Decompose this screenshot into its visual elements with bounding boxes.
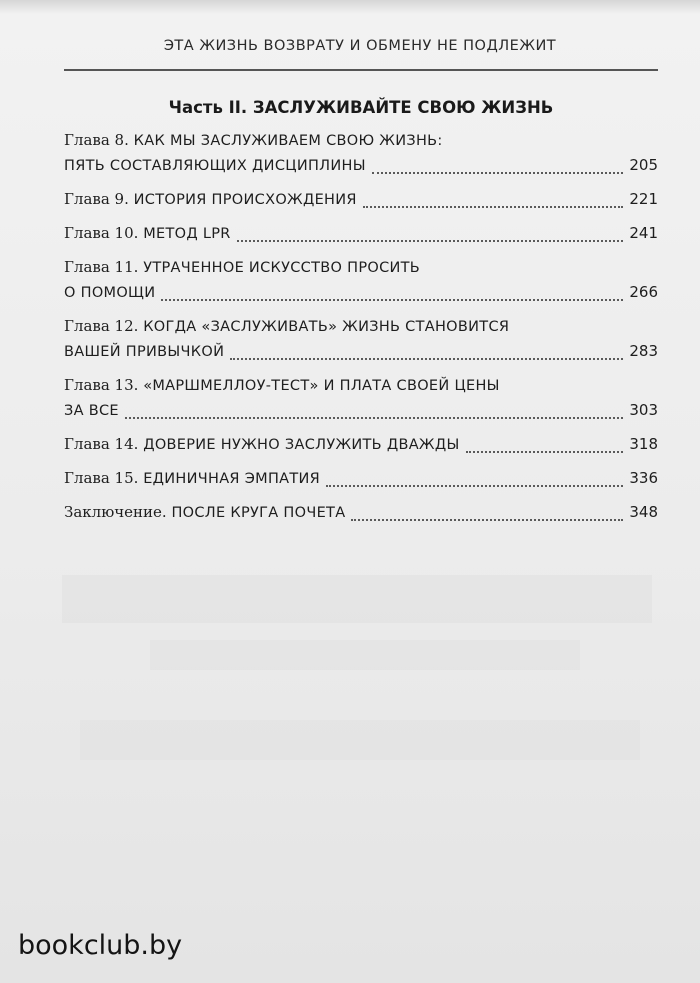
page-top-edge [0,0,700,14]
chapter-title: КОГДА «ЗАСЛУЖИВАТЬ» ЖИЗНЬ СТАНОВИТСЯ [143,319,510,335]
chapter-title: ПОСЛЕ КРУГА ПОЧЕТА [171,505,346,521]
page-number: 348 [629,503,658,521]
chapter-number: Глава 10. [64,224,144,242]
chapter-number: Глава 12. [64,317,144,335]
chapter-number: Глава 13. [64,376,144,394]
show-through-band [150,640,580,670]
toc-entry[interactable] [64,258,658,308]
watermark: bookclub.by [18,930,183,961]
dot-leader [326,485,623,487]
dot-leader [466,451,624,453]
chapter-title: ЕДИНИЧНАЯ ЭМПАТИЯ [143,471,321,487]
show-through-band [62,575,652,623]
dot-leader [372,172,624,174]
chapter-title-continued: ВАШЕЙ ПРИВЫЧКОЙ [64,344,225,360]
running-header: ЭТА ЖИЗНЬ ВОЗВРАТУ И ОБМЕНУ НЕ ПОДЛЕЖИТ [163,38,557,54]
page-number: 266 [629,283,658,301]
chapter-number: Глава 9. [64,190,134,208]
page-number: 336 [629,469,658,487]
chapter-title: ДОВЕРИЕ НУЖНО ЗАСЛУЖИТЬ ДВАЖДЫ [143,437,460,453]
toc-entry[interactable] [64,317,658,367]
table-of-contents [64,131,658,537]
page-number: 318 [629,435,658,453]
chapter-title: «МАРШМЕЛЛОУ-ТЕСТ» И ПЛАТА СВОЕЙ ЦЕНЫ [143,378,500,394]
chapter-title: МЕТОД LPR [143,226,231,242]
page-number: 205 [629,156,658,174]
chapter-number: Глава 15. [64,469,144,487]
dot-leader [237,240,624,242]
chapter-number: Глава 14. [64,435,144,453]
dot-leader [230,358,623,360]
page-number: 283 [629,342,658,360]
toc-entry[interactable] [64,469,658,494]
chapter-title-continued: О ПОМОЩИ [64,285,156,301]
chapter-title: ИСТОРИЯ ПРОИСХОЖДЕНИЯ [133,192,357,208]
page-number: 221 [629,190,658,208]
dot-leader [363,206,624,208]
part-title: Часть II. ЗАСЛУЖИВАЙТЕ СВОЮ ЖИЗНЬ [168,98,554,117]
chapter-number: Глава 8. [64,131,134,149]
page-number: 241 [629,224,658,242]
conclusion-label: Заключение. [64,503,172,521]
dot-leader [161,299,623,301]
chapter-title: УТРАЧЕННОЕ ИСКУССТВО ПРОСИТЬ [143,260,421,276]
chapter-number: Глава 11. [64,258,144,276]
toc-entry[interactable] [64,435,658,460]
toc-entry[interactable] [64,131,658,181]
page-number: 303 [629,401,658,419]
toc-entry[interactable] [64,224,658,249]
header-rule [64,69,658,71]
dot-leader [125,417,624,419]
dot-leader [351,519,623,521]
toc-entry[interactable] [64,190,658,215]
toc-entry[interactable] [64,503,658,528]
chapter-title-continued: ПЯТЬ СОСТАВЛЯЮЩИХ ДИСЦИПЛИНЫ [64,158,366,174]
chapter-title-continued: ЗА ВСЕ [64,403,119,419]
chapter-title: КАК МЫ ЗАСЛУЖИВАЕМ СВОЮ ЖИЗНЬ: [133,133,443,149]
toc-entry[interactable] [64,376,658,426]
show-through-band [80,720,640,760]
